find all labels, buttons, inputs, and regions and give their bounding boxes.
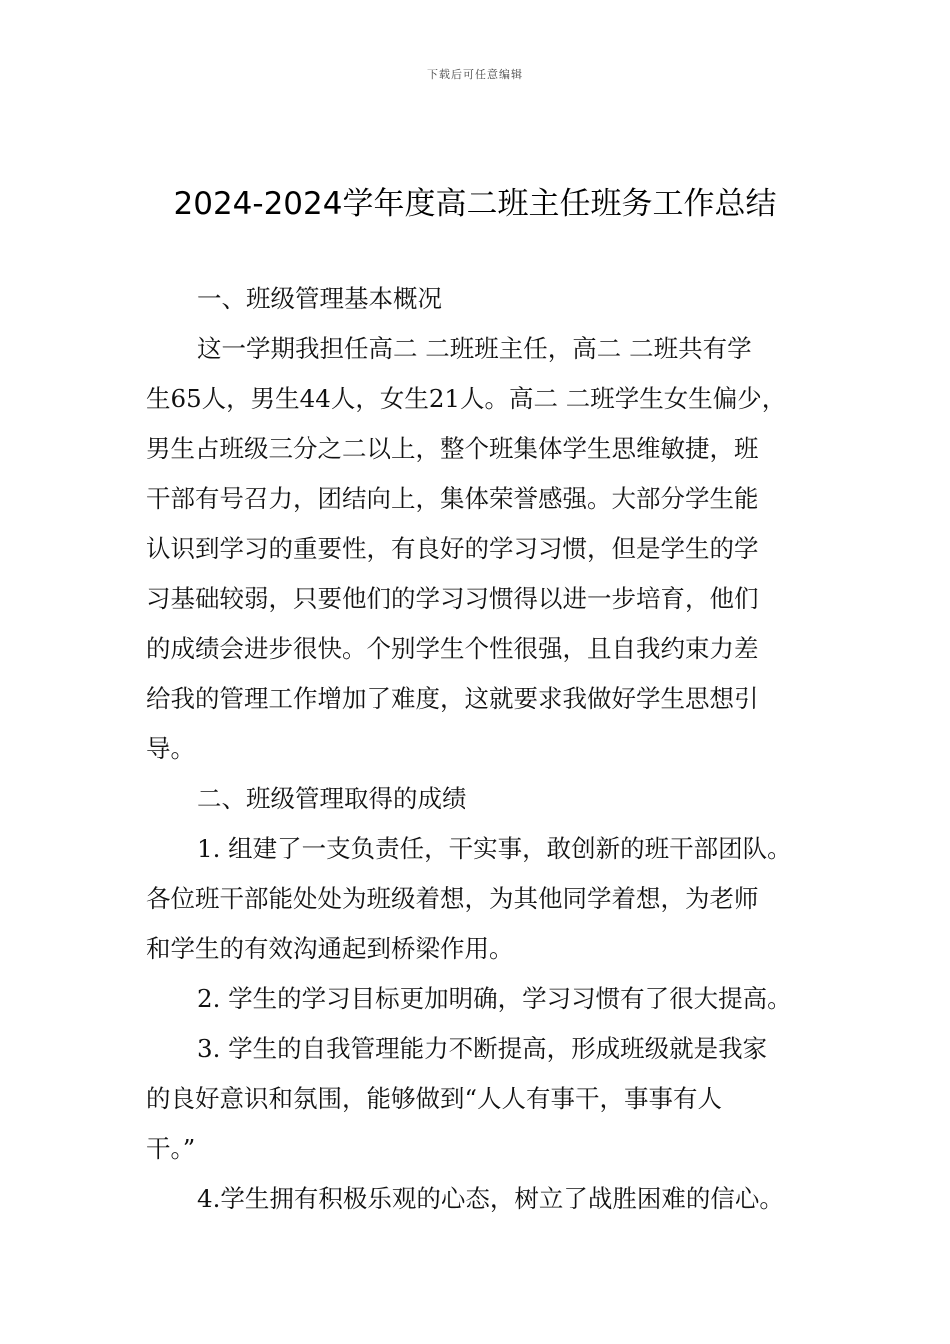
paragraph-line: 男生占班级三分之二以上，整个班集体学生思维敏捷，班 (146, 434, 759, 463)
paragraph-line: 干。” (146, 1134, 196, 1163)
paragraph-line: 的成绩会进步很快。个别学生个性很强，且自我约束力差 (146, 634, 759, 663)
list-item-2: 2. 学生的学习目标更加明确，学习习惯有了很大提高。 (197, 984, 792, 1013)
section-heading-2: 二、班级管理取得的成绩 (197, 784, 467, 813)
paragraph-line: 和学生的有效沟通起到桥梁作用。 (146, 934, 514, 963)
paragraph-line: 认识到学习的重要性，有良好的学习习惯，但是学生的学 (146, 534, 759, 563)
header-note: 下载后可任意编辑 (427, 68, 523, 81)
section-heading-1: 一、班级管理基本概况 (197, 284, 442, 313)
paragraph-line: 干部有号召力，团结向上，集体荣誉感强。大部分学生能 (146, 484, 759, 513)
paragraph-line: 给我的管理工作增加了难度，这就要求我做好学生思想引 (146, 684, 759, 713)
list-item-4: 4.学生拥有积极乐观的心态，树立了战胜困难的信心。 (197, 1184, 784, 1213)
paragraph-line: 习基础较弱，只要他们的学习习惯得以进一步培育，他们 (146, 584, 759, 613)
paragraph-line: 导。 (146, 734, 195, 763)
list-item-1: 1. 组建了一支负责任，干实事，敢创新的班干部团队。 (197, 834, 792, 863)
document-title: 2024-2024学年度高二班主任班务工作总结 (173, 186, 777, 222)
paragraph-line: 各位班干部能处处为班级着想，为其他同学着想，为老师 (146, 884, 759, 913)
paragraph-line: 这一学期我担任高二 二班班主任，高二 二班共有学 (197, 334, 752, 363)
paragraph-line: 生65人，男生44人，女生21人。高二 二班学生女生偏少， (146, 384, 787, 413)
paragraph-line: 的良好意识和氛围，能够做到“人人有事干，事事有人 (146, 1084, 723, 1113)
list-item-3: 3. 学生的自我管理能力不断提高，形成班级就是我家 (197, 1034, 768, 1063)
